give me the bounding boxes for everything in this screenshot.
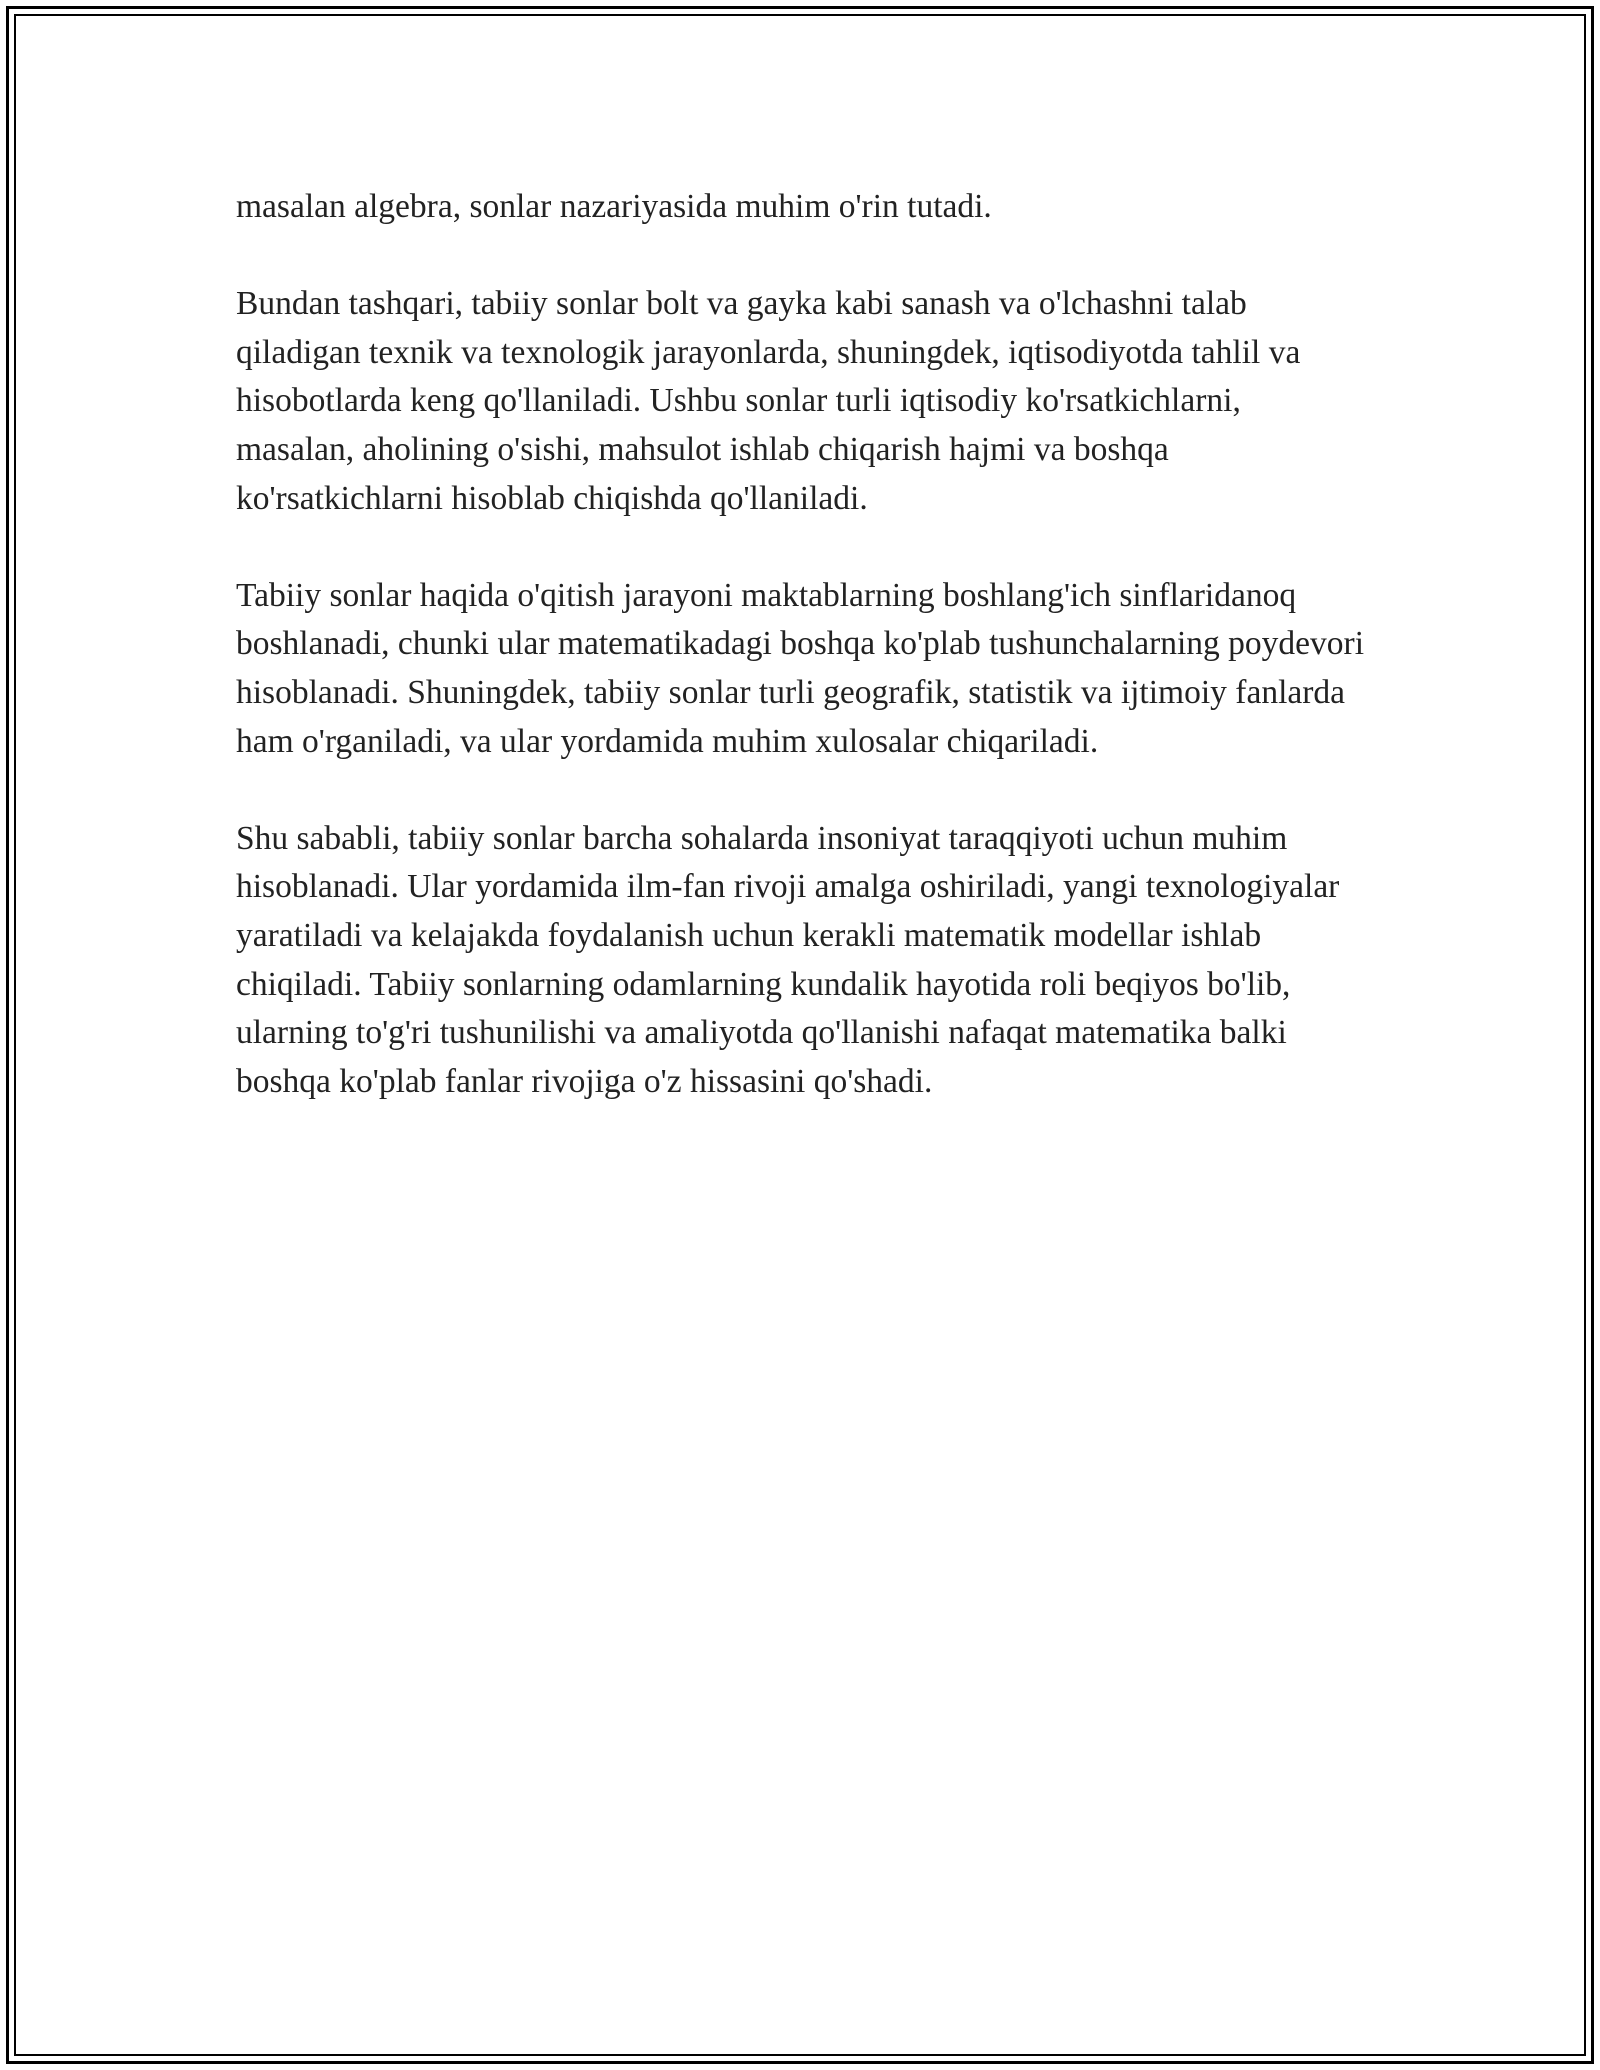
paragraph-4: Shu sababli, tabiiy sonlar barcha sohalarda insoniyat taraqqiyoti uchun muhim hisoblanadi. Ular yordamida ilm-fan rivoji amalga oshiriladi, yangi texnologiyalar yaratiladi va kelajakda foydalanish uchun kerakli matematik modellar ishlab chiqiladi. Tabiiy sonlarning odamlarning kundalik hayotida roli beqiyos bo'lib, ularning to'g'ri tushunilishi va amaliyotda qo'llanishi nafaqat matematika balki boshqa ko'plab fanlar rivojiga o'z hissasini qo'shadi. — [236, 819, 1340, 1100]
document-body — [236, 183, 1366, 1106]
paragraph-3: Tabiiy sonlar haqida o'qitish jarayoni maktablarning boshlang'ich sinflaridanoq boshlanadi, chunki ular matematikadagi boshqa ko'plab tushunchalarning poydevori hisoblanadi. Shuningdek, tabiiy sonlar turli geografik, statistik va ijtimoiy fanlarda ham o'rganiladi, va ular yordamida muhim xulosalar chiqariladi. — [236, 576, 1365, 760]
paragraph-1: masalan algebra, sonlar nazariyasida muhim o'rin tutadi. — [236, 188, 992, 225]
paragraph-2: Bundan tashqari, tabiiy sonlar bolt va gayka kabi sanash va o'lchashni talab qiladigan texnik va texnologik jarayonlarda, shuningdek, iqtisodiyotda tahlil va hisobotlarda keng qo'llaniladi. Ushbu sonlar turli iqtisodiy ko'rsatkichlarni, masalan, aholining o'sishi, mahsulot ishlab chiqarish hajmi va boshqa ko'rsatkichlarni hisoblab chiqishda qo'llaniladi. — [236, 285, 1301, 517]
